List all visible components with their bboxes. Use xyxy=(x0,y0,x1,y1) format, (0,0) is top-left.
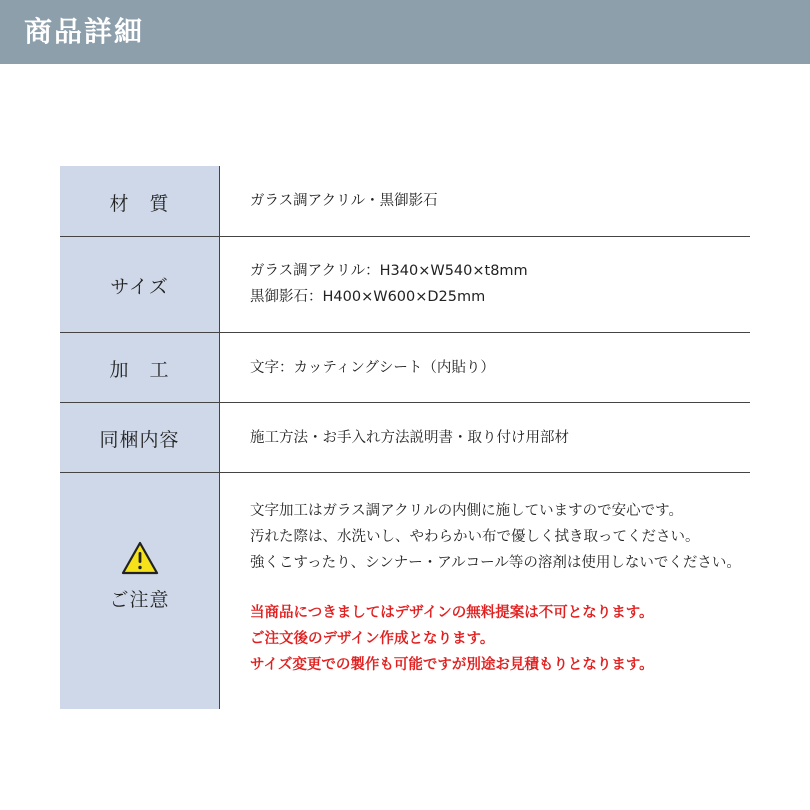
warning-icon xyxy=(121,541,159,575)
row-value-contents xyxy=(250,425,569,451)
notice-line: サイズ変更での製作も可能ですが別途お見積もりとなります。 xyxy=(250,657,654,673)
row-value-processing xyxy=(250,355,495,381)
row-size xyxy=(60,237,750,332)
value-line: 文字：カッティングシート（内貼り） xyxy=(250,360,495,376)
caution-line: 文字加工はガラス調アクリルの内側に施していますので安心です。 xyxy=(250,503,683,519)
row-label-material: 材 質 xyxy=(109,193,170,215)
row-label-processing: 加 工 xyxy=(109,359,170,381)
caution-line: 強くこすったり、シンナー・アルコール等の溶剤は使用しないでください。 xyxy=(250,555,741,571)
value-line: ガラス調アクリル・黒御影石 xyxy=(250,193,438,209)
row-material xyxy=(60,166,750,236)
notice-line: ご注文後のデザイン作成となります。 xyxy=(250,631,495,647)
row-label-size: サイズ xyxy=(110,276,169,298)
row-processing xyxy=(60,333,750,402)
row-caution xyxy=(60,473,750,709)
caution-line: 汚れた際は、水洗いし、やわらかい布で優しく拭き取ってください。 xyxy=(250,529,700,545)
row-label-caution: ご注意 xyxy=(109,589,170,611)
column-divider xyxy=(219,166,220,709)
value-line: 黒御影石：H400×W600×D25mm xyxy=(250,289,486,305)
page-title: 商品詳細 xyxy=(24,15,145,48)
row-value-material xyxy=(250,188,438,214)
row-value-size xyxy=(250,258,528,310)
value-line: 施工方法・お手入れ方法説明書・取り付け用部材 xyxy=(250,430,569,446)
row-label-contents: 同梱内容 xyxy=(99,429,180,451)
spec-table xyxy=(60,166,750,709)
notice-line: 当商品につきましてはデザインの無料提案は不可となります。 xyxy=(250,605,654,621)
page-header xyxy=(0,0,810,64)
row-contents xyxy=(60,403,750,472)
row-value-caution xyxy=(250,498,741,678)
value-line: ガラス調アクリル：H340×W540×t8mm xyxy=(250,263,528,279)
